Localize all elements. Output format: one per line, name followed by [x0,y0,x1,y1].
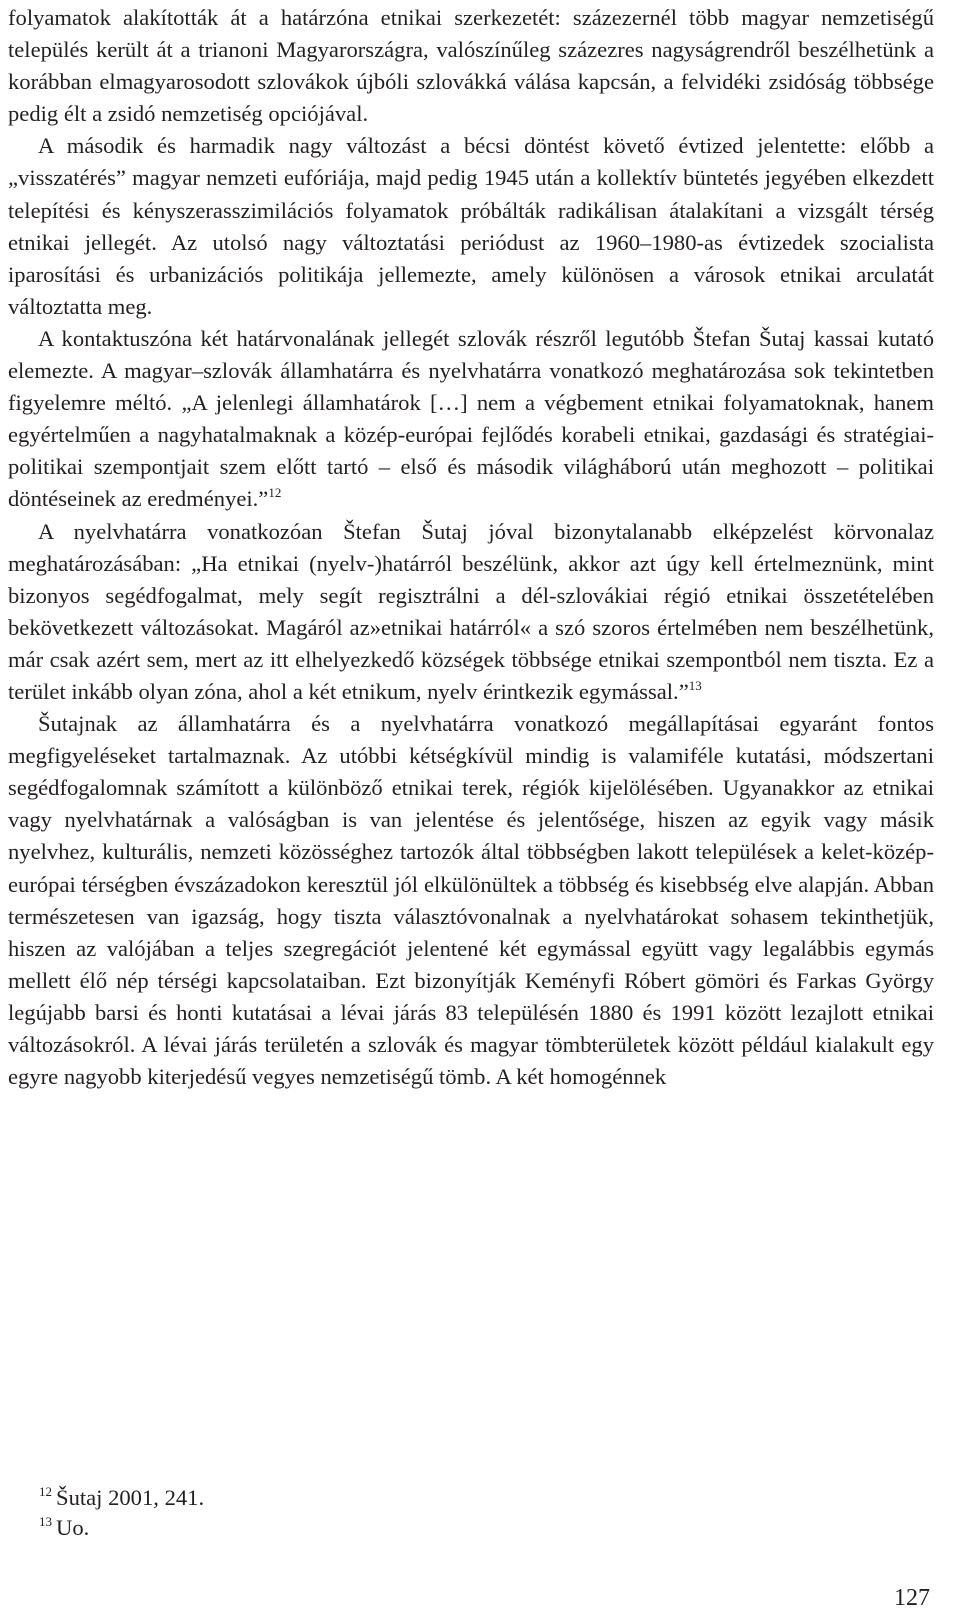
paragraph [8,323,934,516]
page-number: 127 [894,1585,930,1611]
footnote-text: Uo. [56,1515,90,1540]
footnote [39,1513,204,1543]
paragraph: folyamatok alakították át a határzóna etnikai szerkezetét: százezernél több magyar nemzetiségű település került át a trianoni Magyarországra, valószínűleg százezres nagyságrendről beszélhetünk a korábban elmagyarosodott szlovákok újbóli szlovákká válása kapcsán, a felvidéki zsidóság többsége pedig élt a zsidó nemzetiség opciójával. [8,5,934,127]
footnote-mark: 13 [39,1514,52,1529]
footnote-reference[interactable]: 12 [268,485,282,501]
paragraph [8,516,934,709]
paragraph-text: A kontaktuszóna két határvonalának jellegét szlovák részről legutóbb Štefan Šutaj kassai kutató elemezte. A magyar–szlovák államhatárra és nyelvhatárra vonatkozó meghatározása sok tekintetben figyelemre méltó. „A jelenlegi államhatárok […] nem a végbement etnikai folyamatoknak, hanem egyértelműen a nagyhatalmaknak a közép-európai fejlődés korabeli etnikai, gazdasági és stratégiai-politikai szempontjait szem előtt tartó – első és második világháború után meghozott – politikai döntéseinek az eredményei.” [8,325,934,512]
paragraph: Šutajnak az államhatárra és a nyelvhatárra vonatkozó megállapításai egyaránt fontos megfigyeléseket tartalmaznak. Az utóbbi kétségkívül mindig is valamiféle kutatási, módszertani segédfogalomnak számított a különböző etnikai terek, régiók kijelölésében. Ugyanakkor az etnikai vagy nyelvhatárnak a valóságban is van jelentése és jelentősége, hiszen az egyik vagy másik nyelvhez, kulturális, nemzeti közösséghez tartozók által többségben lakott települések a kelet-közép-európai térségben évszázadokon keresztül jól elkülönültek a többség és kisebbség elve alapján. Abban természetesen van igazság, hogy tiszta választóvonalnak a nyelvhatárokat sohasem tekinthetjük, hiszen az valójában a teljes szegregációt jelentené két egymással együtt vagy legalábbis egymás mellett élő nép térségi kapcsolataiban. Ezt bizonyítják Keményfi Róbert gömöri és Farkas György legújabb barsi és honti kutatásai a lévai járás 83 településén 1880 és 1991 között lezajlott etnikai változásokról. A lévai járás területén a szlovák és magyar tömbterületek között például kialakult egy egyre nagyobb kiterjedésű vegyes nemzetiségű tömb. A két homogénnek [8,711,934,1090]
footnote-mark: 12 [39,1484,52,1499]
footnote-text: Šutaj 2001, 241. [56,1485,205,1510]
footnote [39,1483,204,1513]
footnotes [39,1483,204,1543]
paragraph: A második és harmadik nagy változást a bécsi döntést követő évtized jelentette: előbb a „visszatérés” magyar nemzeti eufóriája, majd pedig 1945 után a kollektív büntetés jegyében elkezdett telepítési és kényszerasszimilációs folyamatok próbálták radikálisan átalakítani a vizsgált térség etnikai jellegét. Az utolsó nagy változtatási periódust az 1960–1980-as évtizedek szocialista iparosítási és urbanizációs politikája jellemezte, amely különösen a városok etnikai arculatát változtatta meg. [8,133,934,319]
body-text [8,2,934,1093]
footnote-reference[interactable]: 13 [688,677,702,693]
paragraph-text: A nyelvhatárra vonatkozóan Štefan Šutaj jóval bizonytalanabb elképzelést körvonalaz meghatározásában: „Ha etnikai (nyelv-)határról beszélünk, akkor azt úgy kell értelmeznünk, mint bizonyos segédfogalmat, mely segít regisztrálni a dél-szlovákiai régió etnikai összetételében bekövetkezett változásokat. Magáról az»etnikai határról« a szó szoros értelmében nem beszélhetünk, már csak azért sem, mert az itt elhelyezkedő községek többsége etnikai szempontból nem tiszta. Ez a terület inkább olyan zóna, ahol a két etnikum, nyelv érintkezik egymással.” [8,518,934,704]
